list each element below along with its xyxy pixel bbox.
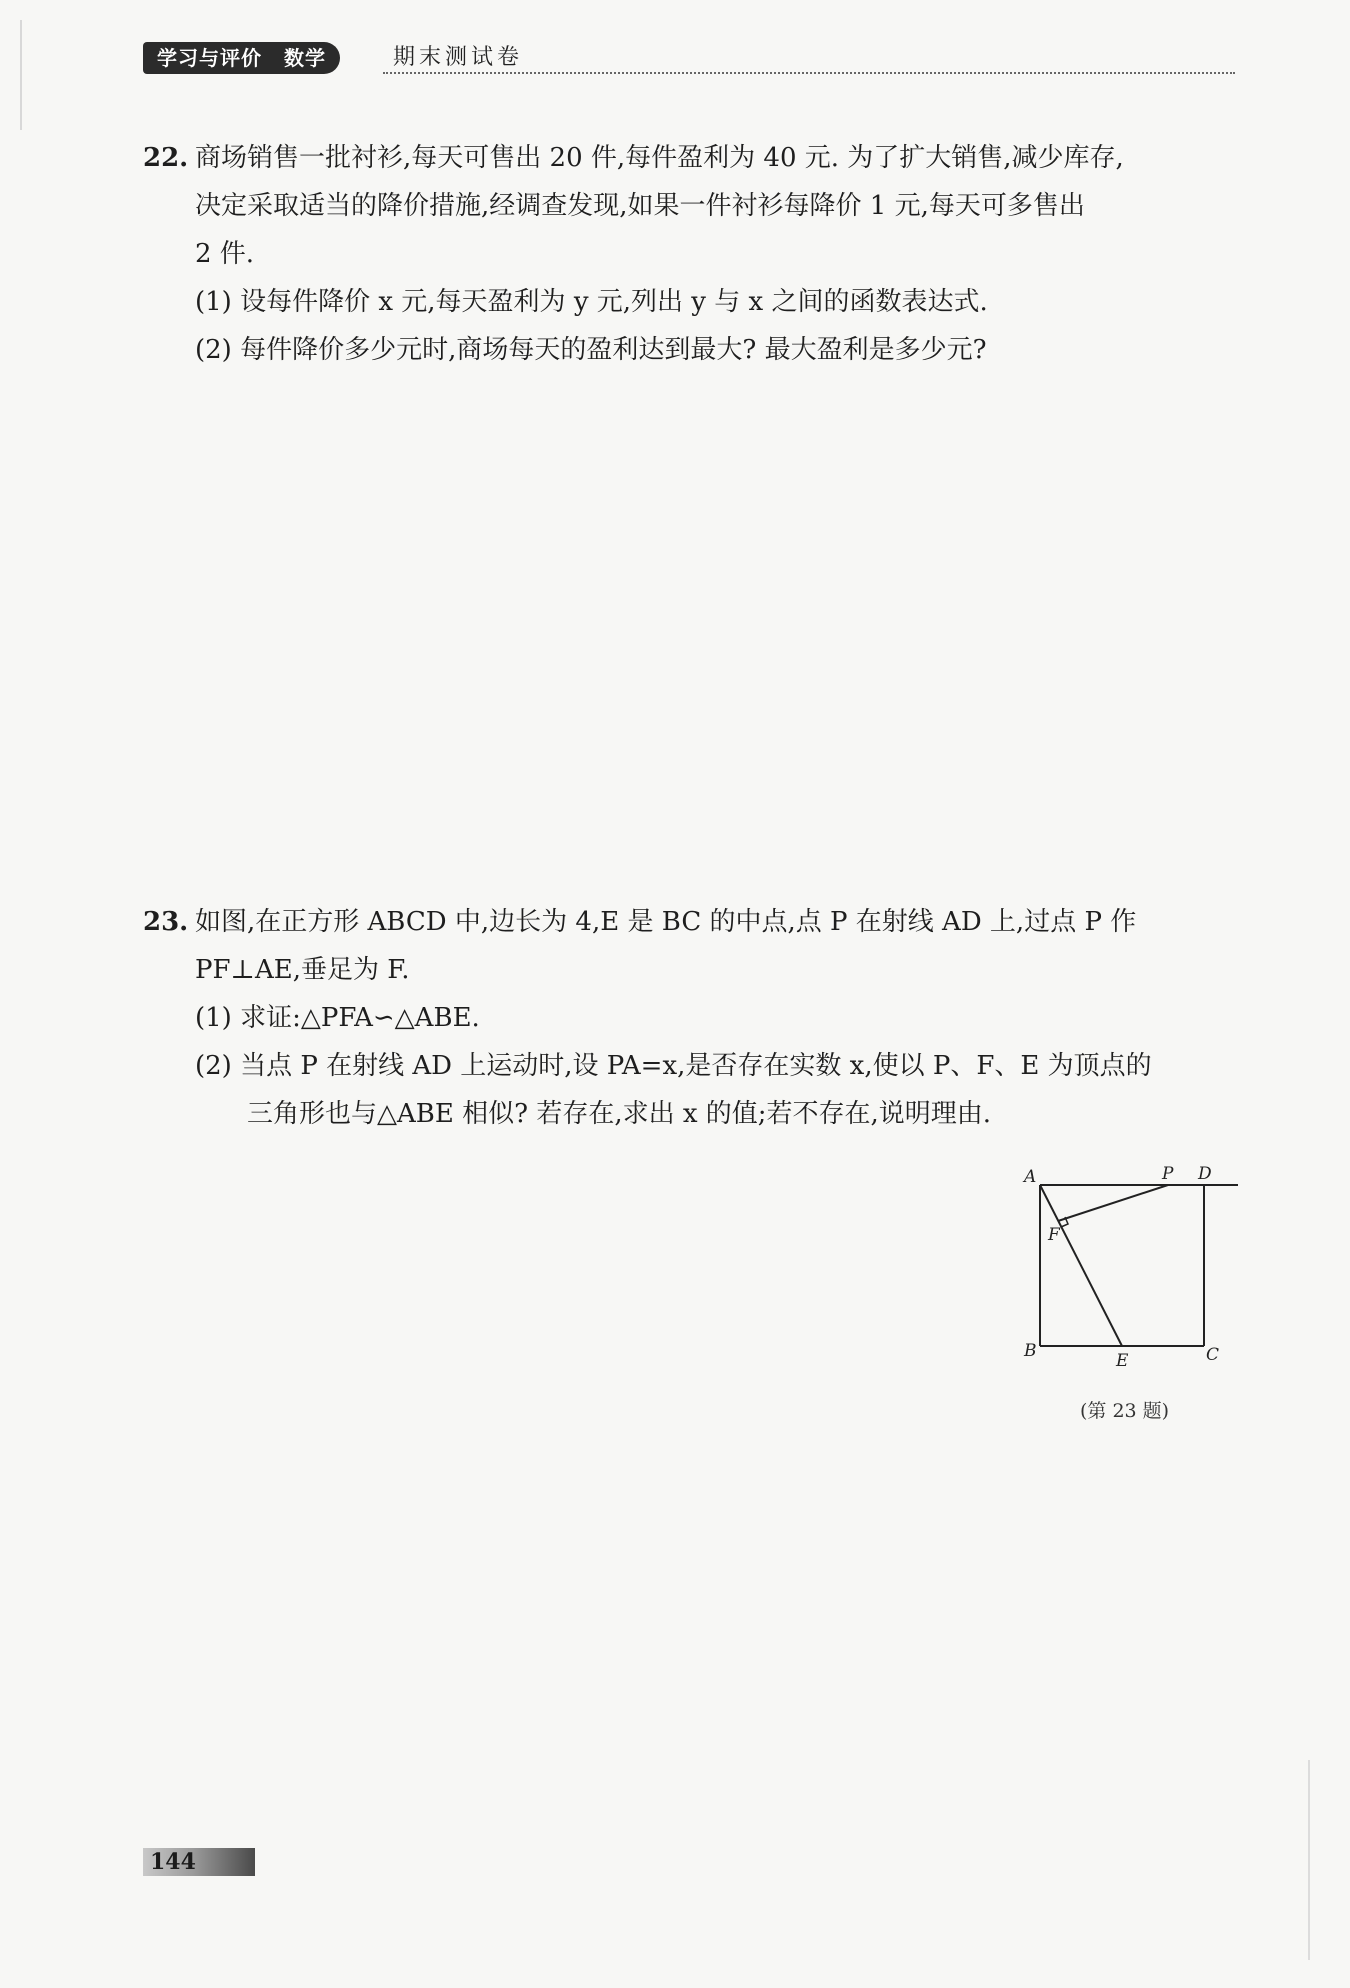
question-number: 23.: [143, 907, 189, 937]
page-header: [143, 42, 1235, 76]
question-text-line-2: PF⊥AE,垂足为 F.: [195, 955, 410, 985]
page-edge-shadow-right: [1308, 1760, 1310, 1960]
segment-ae: [1040, 1185, 1122, 1346]
square-diagram: [1020, 1160, 1260, 1380]
label-d: D: [1198, 1164, 1212, 1184]
subject-name: 数学: [284, 46, 326, 70]
series-name: 学习与评价: [157, 46, 262, 70]
label-c: C: [1206, 1345, 1220, 1365]
question-text-line-1: 如图,在正方形 ABCD 中,边长为 4,E 是 BC 的中点,点 P 在射线 AD 上,过点 P 作: [195, 907, 1137, 937]
figure-23: [1020, 1160, 1260, 1380]
question-number: 22.: [143, 143, 189, 173]
page-number: 144: [150, 1849, 196, 1875]
question-text-line-1: 商场销售一批衬衫,每天可售出 20 件,每件盈利为 40 元. 为了扩大销售,减少库存,: [195, 143, 1124, 173]
question-part-1: (1) 求证:△PFA∽△ABE.: [195, 1003, 480, 1033]
label-e: E: [1116, 1351, 1129, 1371]
question-22: [143, 134, 1243, 374]
question-23: [143, 898, 1243, 1138]
question-text-line-3: 2 件.: [195, 239, 255, 269]
label-f: F: [1048, 1225, 1060, 1245]
header-dotted-rule: [383, 72, 1235, 74]
label-p: P: [1162, 1164, 1174, 1184]
question-part-2-line-2: 三角形也与△ABE 相似? 若存在,求出 x 的值;若不存在,说明理由.: [247, 1099, 992, 1129]
page-edge-shadow: [20, 20, 22, 130]
question-part-2-line-1: (2) 当点 P 在射线 AD 上运动时,设 PA=x,是否存在实数 x,使以 P、F、E 为顶点的: [195, 1051, 1152, 1081]
question-part-2: (2) 每件降价多少元时,商场每天的盈利达到最大? 最大盈利是多少元?: [195, 335, 987, 365]
label-b: B: [1024, 1341, 1037, 1361]
section-title: 期末测试卷: [393, 45, 524, 70]
label-a: A: [1024, 1167, 1037, 1187]
question-text-line-2: 决定采取适当的降价措施,经调查发现,如果一件衬衫每降价 1 元,每天可多售出: [195, 191, 1085, 221]
question-part-1: (1) 设每件降价 x 元,每天盈利为 y 元,列出 y 与 x 之间的函数表达式.: [195, 287, 988, 317]
figure-caption: (第 23 题): [1080, 1400, 1170, 1422]
series-badge: [143, 42, 340, 74]
segment-pf: [1058, 1185, 1168, 1221]
